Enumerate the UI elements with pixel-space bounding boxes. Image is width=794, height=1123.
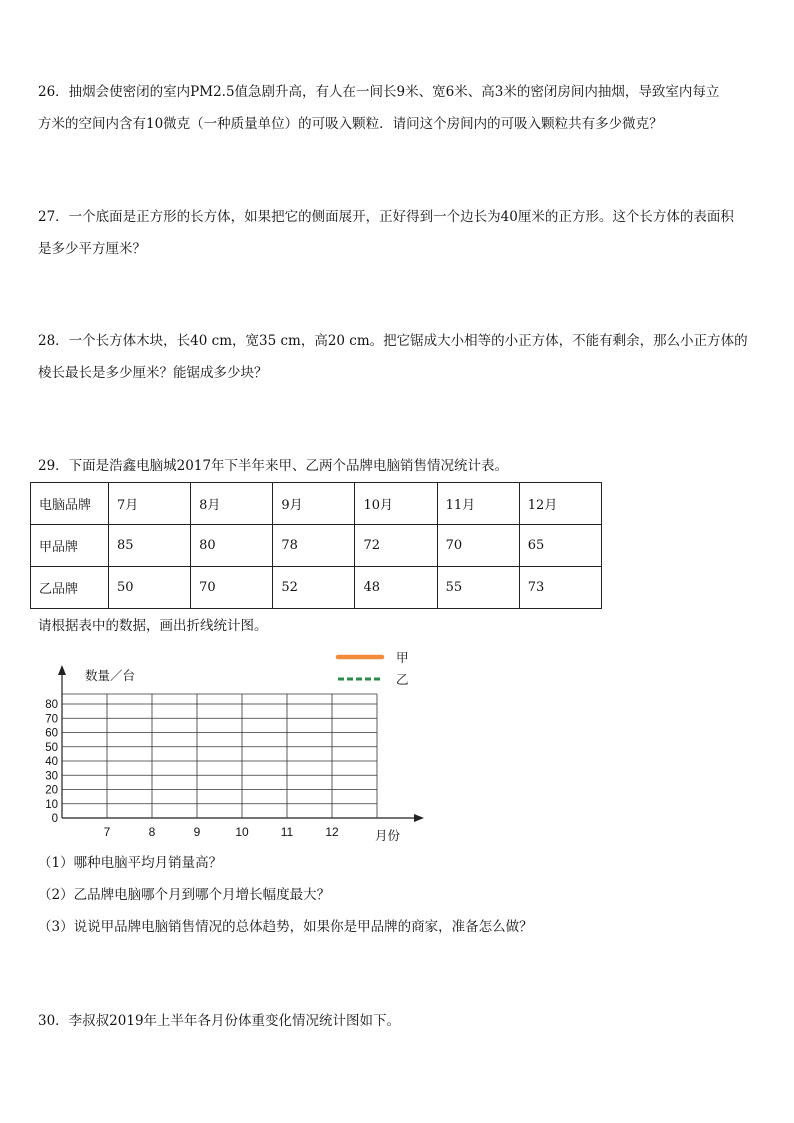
table-cell: 65: [519, 525, 601, 567]
table-cell: 乙品牌: [31, 567, 109, 609]
x-tick-label: 11: [280, 825, 294, 839]
table-cell: 55: [437, 567, 519, 609]
x-axis-arrow: [414, 814, 424, 822]
y-tick-label: 70: [45, 713, 58, 726]
y-tick-label: 10: [45, 798, 58, 811]
line-chart-grid: [30, 645, 440, 850]
question-30: 30．李叔叔2019年上半年各月份体重变化情况统计图如下。: [38, 1013, 401, 1029]
chart-instruction: 请根据表中的数据，画出折线统计图。: [38, 618, 268, 634]
sales-table: [30, 482, 602, 609]
table-cell: 80: [191, 525, 273, 567]
table-cell: 甲品牌: [31, 525, 109, 567]
table-header-cell: 12月: [519, 483, 601, 525]
sub-question-1: （1）哪种电脑平均月销量高？: [38, 855, 223, 871]
table-cell: 85: [109, 525, 191, 567]
table-cell: 52: [273, 567, 355, 609]
question-29-intro: 29．下面是浩鑫电脑城2017年下半年来甲、乙两个品牌电脑销售情况统计表。: [38, 458, 509, 474]
table-header-cell: 10月: [355, 483, 437, 525]
y-axis-title: 数量／台: [85, 668, 136, 683]
x-axis-title: 月份: [375, 828, 401, 843]
sub-question-3: （3）说说甲品牌电脑销售情况的总体趋势，如果你是甲品牌的商家，准备怎么做？: [38, 919, 533, 935]
y-tick-label: 50: [45, 741, 58, 754]
table-header-row: [31, 483, 602, 525]
table-cell: 78: [273, 525, 355, 567]
question-27-line-2: 是多少平方厘米？: [38, 241, 146, 257]
question-27: [38, 201, 756, 265]
x-tick-label: 10: [235, 825, 249, 839]
x-tick-label: 9: [193, 825, 201, 839]
question-28: [38, 325, 756, 389]
y-tick-label: 20: [45, 784, 58, 797]
question-28-line-1: 28．一个长方体木块，长40 cm，宽35 cm，高20 cm。把它锯成大小相等的小正方体，不能有剩余，那么小正方体的: [38, 333, 748, 349]
table-header-cell: 电脑品牌: [31, 483, 109, 525]
y-axis-arrow: [58, 665, 66, 675]
table-header-cell: 8月: [191, 483, 273, 525]
question-26: [38, 76, 756, 140]
table-cell: 73: [519, 567, 601, 609]
question-26-line-1: 26．抽烟会使密闭的室内PM2.5值急剧升高，有人在一间长9米、宽6米、高3米的密闭房间内抽烟，导致室内每立: [38, 84, 720, 100]
table-cell: 70: [437, 525, 519, 567]
x-tick-label: 8: [148, 825, 156, 839]
question-27-line-1: 27．一个底面是正方形的长方体，如果把它的侧面展开，正好得到一个边长为40厘米的正方形。这个长方体的表面积: [38, 209, 734, 225]
legend-label: 乙: [396, 672, 409, 687]
table-header-cell: 9月: [273, 483, 355, 525]
table-row: [31, 525, 602, 567]
table-header-cell: 7月: [109, 483, 191, 525]
chart-svg: [30, 645, 440, 850]
x-tick-label: 7: [103, 825, 111, 839]
y-tick-label: 80: [45, 699, 58, 711]
y-tick-label: 30: [45, 770, 58, 783]
table-header-cell: 11月: [437, 483, 519, 525]
x-tick-label: 12: [325, 825, 339, 839]
sub-question-2: （2）乙品牌电脑哪个月到哪个月增长幅度最大？: [38, 887, 331, 903]
table-cell: 48: [355, 567, 437, 609]
y-tick-label: 0: [51, 813, 58, 825]
y-tick-label: 60: [45, 727, 58, 740]
table-cell: 70: [191, 567, 273, 609]
y-tick-label: 40: [45, 756, 58, 768]
table-cell: 72: [355, 525, 437, 567]
table-row: [31, 567, 602, 609]
question-26-line-2: 方米的空间内含有10微克（一种质量单位）的可吸入颗粒．请问这个房间内的可吸入颗粒共有多少微克？: [38, 116, 663, 132]
legend-label: 甲: [396, 650, 409, 665]
table-cell: 50: [109, 567, 191, 609]
question-28-line-2: 棱长最长是多少厘米？能锯成多少块？: [38, 365, 268, 381]
